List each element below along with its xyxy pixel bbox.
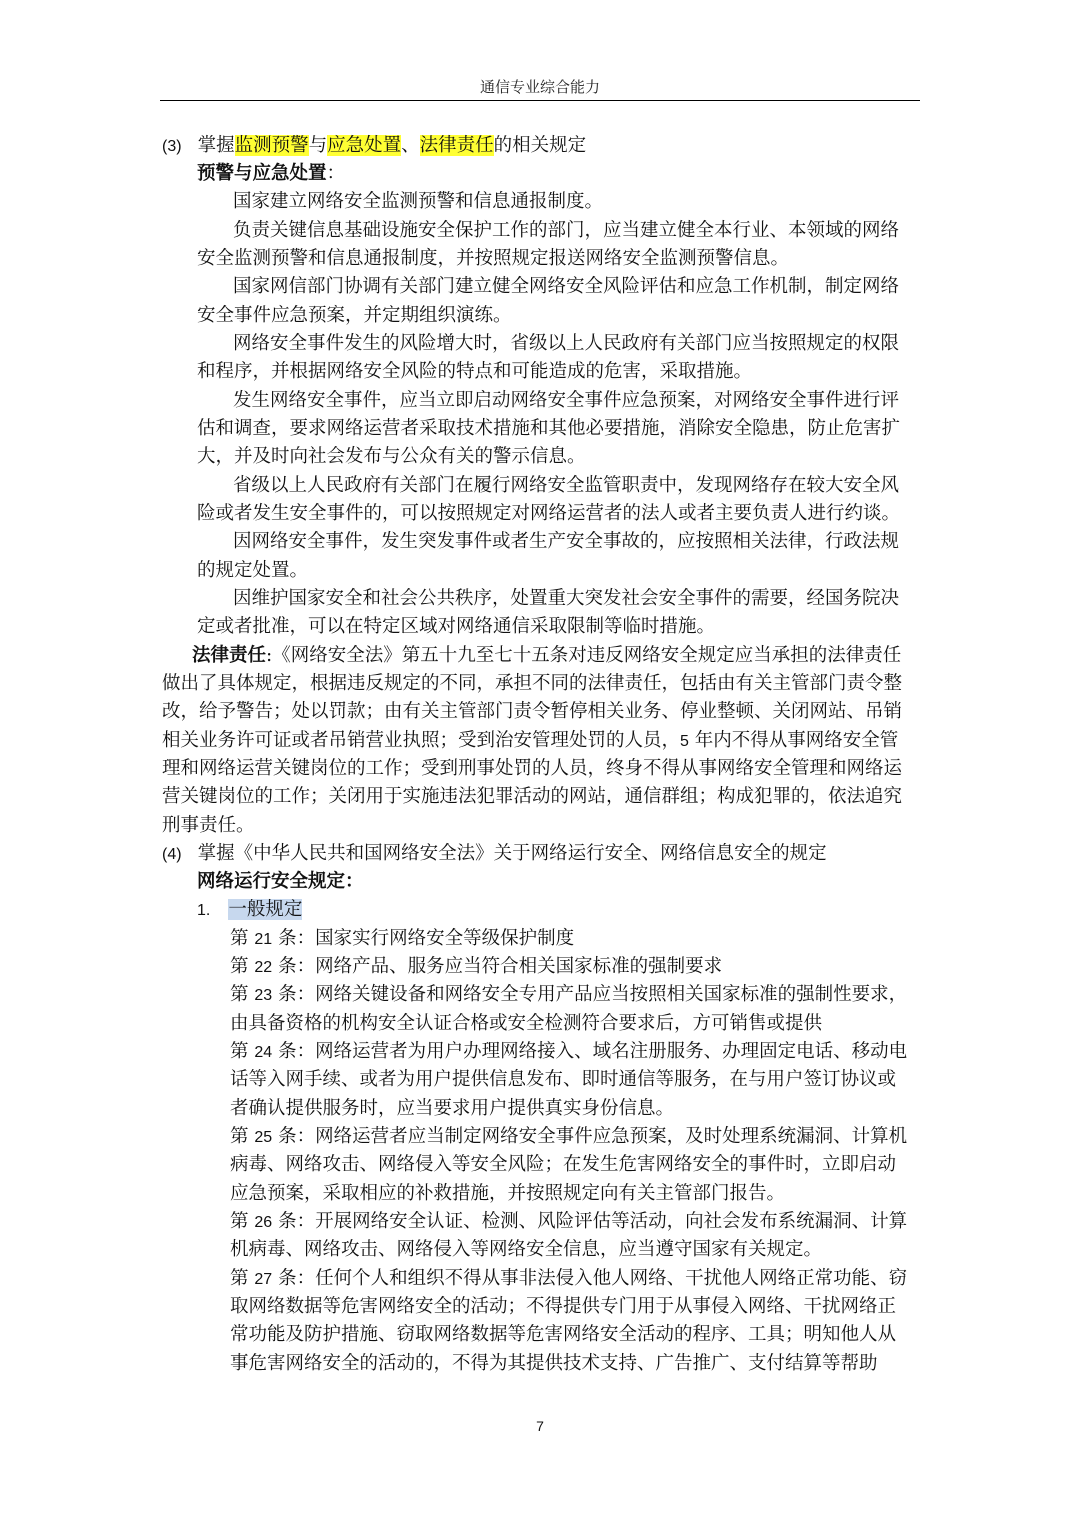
- paragraph-line: 和程序，并根据网络安全风险的特点和可能造成的危害，采取措施。: [197, 361, 753, 382]
- section-3-heading: (3) 掌握监测预警与应急处置、法律责任的相关规定: [162, 135, 587, 156]
- article-23: 第 23 条：网络关键设备和网络安全专用产品应当按照相关国家标准的强制性要求，: [230, 984, 908, 1005]
- paragraph-line: 改，给予警告；处以罚款；由有关主管部门责令暂停相关业务、停业整顿、关闭网站、吊销: [162, 701, 903, 722]
- article-21: 第 21 条：国家实行网络安全等级保护制度: [230, 928, 575, 949]
- paragraph-line: 国家建立网络安全监测预警和信息通报制度。: [233, 191, 604, 212]
- paragraph-line: 话等入网手续、或者为用户提供信息发布、即时通信等服务，在与用户签订协议或: [230, 1069, 897, 1090]
- paragraph-line: 者确认提供服务时，应当要求用户提供真实身份信息。: [230, 1098, 675, 1119]
- paragraph-line: 相关业务许可证或者吊销营业执照；受到治安管理处罚的人员，5 年内不得从事网络安全管: [162, 730, 899, 751]
- paragraph-line: 做出了具体规定，根据违反规定的不同，承担不同的法律责任，包括由有关主管部门责令整: [162, 673, 903, 694]
- paragraph-line: 取网络数据等危害网络安全的活动；不得提供专门用于从事侵入网络、干扰网络正: [230, 1296, 897, 1317]
- section-4-heading: (4) 掌握《中华人民共和国网络安全法》关于网络运行安全、网络信息安全的规定: [162, 843, 827, 864]
- paragraph-line: 病毒、网络攻击、网络侵入等安全风险；在发生危害网络安全的事件时，立即启动: [230, 1154, 897, 1175]
- article-27: 第 27 条：任何个人和组织不得从事非法侵入他人网络、干扰他人网络正常功能、窃: [230, 1268, 908, 1289]
- paragraph-line: 因维护国家安全和社会公共秩序，处置重大突发社会安全事件的需要，经国务院决: [233, 588, 900, 609]
- article-26: 第 26 条：开展网络安全认证、检测、风险评估等活动，向社会发布系统漏洞、计算: [230, 1211, 908, 1232]
- paragraph-line: 网络安全事件发生的风险增大时，省级以上人民政府有关部门应当按照规定的权限: [233, 333, 900, 354]
- highlight-legal: 法律责任: [419, 135, 494, 156]
- paragraph-line: 险或者发生安全事件的，可以按照规定对网络运营者的法人或者主要负责人进行约谈。: [197, 503, 901, 524]
- paragraph-line: 常功能及防护措施、窃取网络数据等危害网络安全活动的程序、工具；明知他人从: [230, 1324, 897, 1345]
- selected-text-general-rules: 一般规定: [228, 899, 303, 920]
- paragraph-line: 国家网信部门协调有关部门建立健全网络安全风险评估和应急工作机制，制定网络: [233, 276, 900, 297]
- section-3-number: (3): [162, 138, 182, 155]
- paragraph-line: 省级以上人民政府有关部门在履行网络安全监管职责中，发现网络存在较大安全风: [233, 475, 900, 496]
- paragraph-line: 安全监测预警和信息通报制度，并按照规定报送网络安全监测预警信息。: [197, 248, 790, 269]
- section-4-number: (4): [162, 846, 182, 863]
- highlight-monitoring: 监测预警: [234, 135, 309, 156]
- paragraph-line: 事危害网络安全的活动的，不得为其提供技术支持、广告推广、支付结算等帮助: [230, 1353, 878, 1374]
- paragraph-line: 机病毒、网络攻击、网络侵入等网络安全信息，应当遵守国家有关规定。: [230, 1239, 823, 1260]
- paragraph-line: 的规定处置。: [197, 560, 309, 581]
- article-25: 第 25 条：网络运营者应当制定网络安全事件应急预案，及时处理系统漏洞、计算机: [230, 1126, 908, 1147]
- subheading-warning: 预警与应急处置：: [197, 163, 346, 184]
- paragraph-line: 因网络安全事件，发生突发事件或者生产安全事故的，应按照相关法律，行政法规: [233, 531, 900, 552]
- list-item-general: [197, 896, 302, 924]
- highlight-emergency: 应急处置: [327, 135, 402, 156]
- subheading-network-operation: 网络运行安全规定：: [197, 871, 364, 892]
- paragraph-line: 安全事件应急预案，并定期组织演练。: [197, 305, 512, 326]
- paragraph-line: 发生网络安全事件，应当立即启动网络安全事件应急预案，对网络安全事件进行评: [233, 390, 900, 411]
- legal-responsibility-label: 法律责任: [192, 645, 267, 666]
- paragraph-line: 理和网络运营关键岗位的工作；受到刑事处罚的人员，终身不得从事网络安全管理和网络运: [162, 758, 903, 779]
- page-number: 7: [536, 1418, 544, 1434]
- header-divider: [160, 100, 920, 101]
- paragraph-line: 由具备资格的机构安全认证合格或安全检测符合要求后，方可销售或提供: [230, 1013, 823, 1034]
- paragraph-line: 应急预案，采取相应的补救措施，并按照规定向有关主管部门报告。: [230, 1183, 786, 1204]
- paragraph-line: 大，并及时向社会发布与公众有关的警示信息。: [197, 446, 586, 467]
- page-header: 通信专业综合能力: [479, 78, 600, 96]
- paragraph-line: 定或者批准，可以在特定区域对网络通信采取限制等临时措施。: [197, 616, 716, 637]
- article-24: 第 24 条：网络运营者为用户办理网络接入、域名注册服务、办理固定电话、移动电: [230, 1041, 908, 1062]
- paragraph-line: 刑事责任。: [162, 815, 255, 836]
- article-22: 第 22 条：网络产品、服务应当符合相关国家标准的强制要求: [230, 956, 723, 977]
- paragraph-line: 负责关键信息基础设施安全保护工作的部门，应当建立健全本行业、本领域的网络: [233, 220, 900, 241]
- legal-responsibility-line: 法律责任:《网络安全法》第五十九至七十五条对违反网络安全规定应当承担的法律责任: [192, 645, 902, 666]
- list-item-number: 1.: [197, 902, 211, 919]
- paragraph-line: 营关键岗位的工作；关闭用于实施违法犯罪活动的网站，通信群组；构成犯罪的，依法追究: [162, 786, 903, 807]
- paragraph-line: 估和调查，要求网络运营者采取技术措施和其他必要措施，消除安全隐患，防止危害扩: [197, 418, 901, 439]
